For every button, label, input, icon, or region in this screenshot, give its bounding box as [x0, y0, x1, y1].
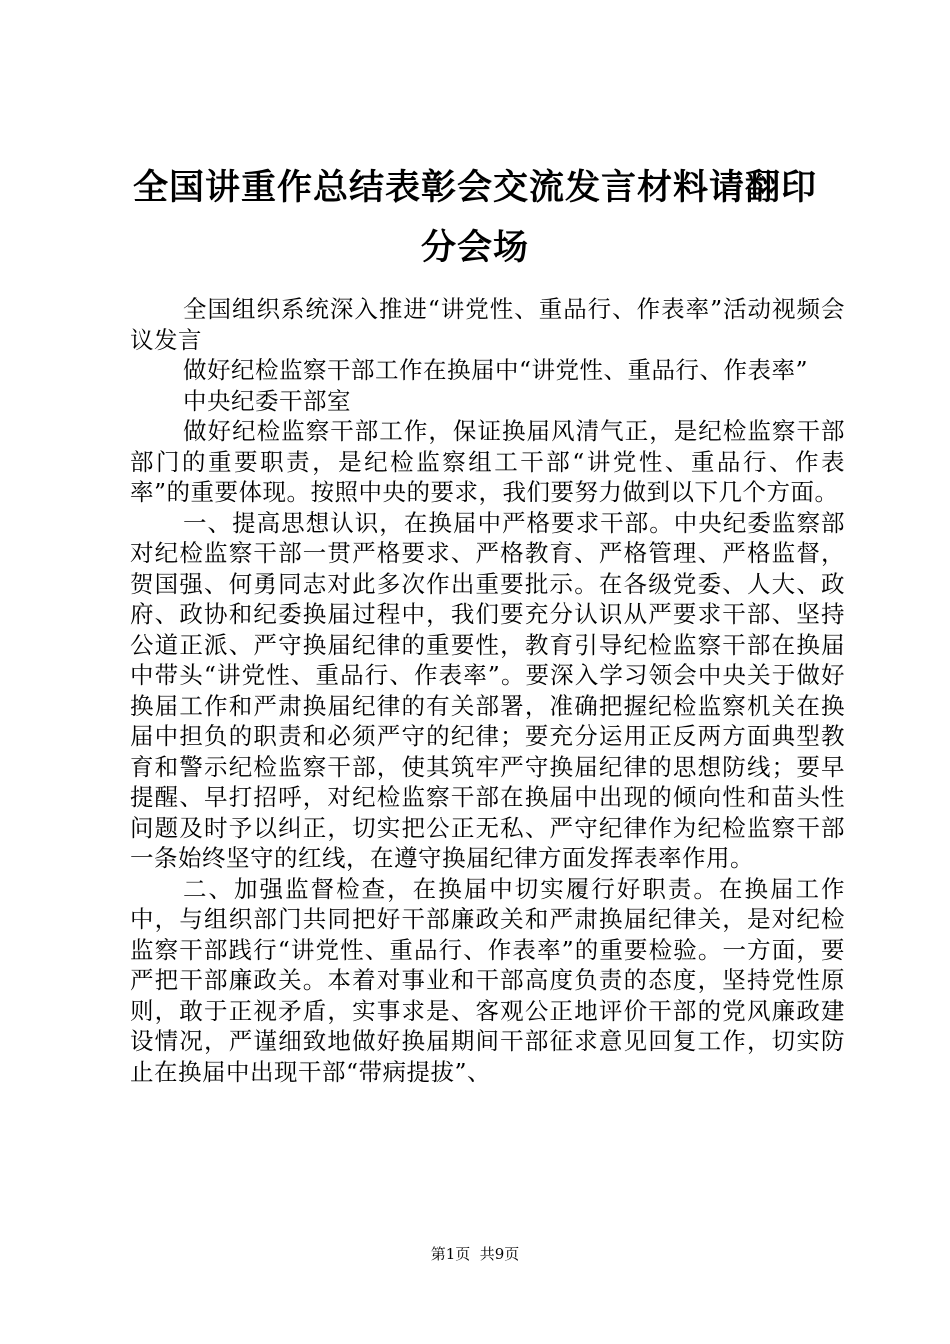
paragraph-section-two: 二、加强监督检查，在换届中切实履行好职责。在换届工作中，与组织部门共同把好干部廉政关和严肃换届纪律关，是对纪检监察干部践行“讲党性、重品行、作表率”的重要检验。一方面，要严把干部廉政关。本着对事业和干部高度负责的态度，坚持党性原则，敢于正视矛盾，实事求是、客观公正地评价干部的党风廉政建设情况，严谨细致地做好换届期间干部征求意见回复工作，切实防止在换届中出现干部“带病提拔”、 [130, 874, 845, 1086]
paragraph-subtitle: 做好纪检监察干部工作在换届中“讲党性、重品行、作表率” [183, 356, 809, 384]
paragraph-conference-line: 全国组织系统深入推进“讲党性、重品行、作表率”活动视频会议发言 [130, 295, 845, 354]
paragraph-section-one: 一、提高思想认识，在换届中严格要求干部。中央纪委监察部对纪检监察干部一贯严格要求、严格教育、严格管理、严格监督，贺国强、何勇同志对此多次作出重要批示。在各级党委、人大、政府、政协和纪委换届过程中，我们要充分认识从严要求干部、坚持公道正派、严守换届纪律的重要性，教育引导纪检监察干部在换届中带头“讲党性、重品行、作表率”。要深入学习领会中央关于做好换届工作和严肃换届纪律的有关部署，准确把握纪检监察机关在换届中担负的职责和必须严守的纪律；要充分运用正反两方面典型教育和警示纪检监察干部，使其筑牢严守换届纪律的思想防线；要早提醒、早打招呼，对纪检监察干部在换届中出现的倾向性和苗头性问题及时予以纠正，切实把公正无私、严守纪律作为纪检监察干部一条始终坚守的红线，在遵守换届纪律方面发挥表率作用。 [130, 508, 845, 872]
document-title: 全国讲重作总结表彰会交流发言材料请翻印分会场 [132, 168, 817, 268]
document-body [130, 294, 845, 1087]
page-number-footer: 第1页 共9页 [430, 1245, 520, 1263]
paragraph-author: 中央纪委干部室 [183, 386, 351, 415]
paragraph-intro: 做好纪检监察干部工作，保证换届风清气正，是纪检监察干部部门的重要职责，是纪检监察组工干部“讲党性、重品行、作表率”的重要体现。按照中央的要求，我们要努力做到以下几个方面。 [130, 417, 845, 506]
